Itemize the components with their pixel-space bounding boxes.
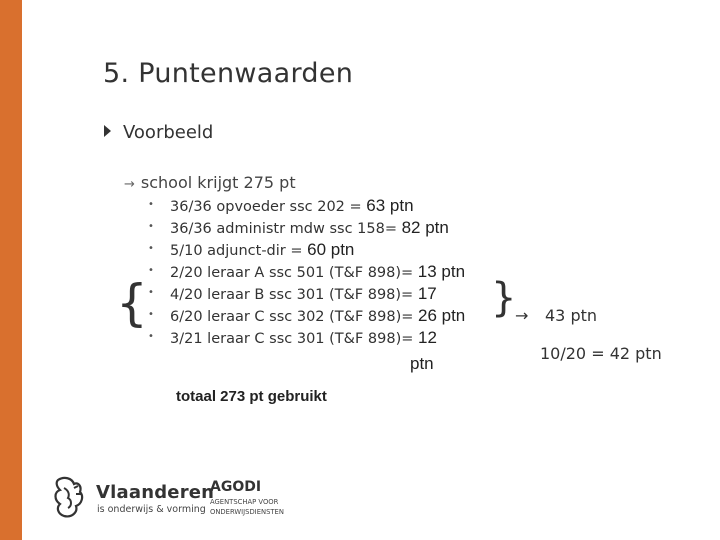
- agodi-logo-subtext: AGENTSCHAP VOOR ONDERWIJSDIENSTEN: [210, 498, 284, 516]
- vlaanderen-lion-logo-icon: [50, 474, 90, 520]
- vlaanderen-logo-text: Vlaanderen: [96, 482, 215, 503]
- item-text: 2/20 leraar A ssc 501 (T&F 898)=: [170, 265, 418, 281]
- dot-bullet-icon: •: [148, 199, 154, 210]
- item-value: 82 ptn: [401, 218, 449, 237]
- item-value: 63 ptn: [366, 196, 414, 215]
- item-value: 13 ptn: [417, 262, 466, 281]
- bullet-level1: [104, 122, 213, 143]
- item-value: 60 ptn: [307, 240, 355, 259]
- item-text: 36/36 administr mdw ssc 158=: [170, 221, 402, 237]
- result-total: 43 ptn: [545, 306, 598, 325]
- totaal-text: totaal 273 pt gebruikt: [176, 388, 327, 405]
- bullet-level2-label: school krijgt 275 pt: [140, 173, 296, 192]
- item-text: 36/36 opvoeder ssc 202 =: [170, 199, 367, 215]
- dot-bullet-icon: •: [148, 243, 154, 254]
- agodi-logo-text: AGODI: [210, 479, 262, 495]
- bullet-level1-label: Voorbeeld: [123, 122, 214, 143]
- item-text: 4/20 leraar B ssc 301 (T&F 898)=: [170, 287, 418, 303]
- arrow-bullet-icon: →: [124, 177, 135, 192]
- vlaanderen-logo-subtext: is onderwijs & vorming: [97, 504, 206, 515]
- item-value: 26 ptn: [418, 306, 466, 325]
- right-brace-icon: }: [491, 275, 517, 321]
- item-text: 6/20 leraar C ssc 302 (T&F 898)=: [170, 309, 418, 325]
- bullet-level2: [124, 173, 296, 192]
- dot-bullet-icon: •: [148, 287, 154, 298]
- dot-bullet-icon: •: [148, 265, 154, 276]
- left-brace-icon: {: [116, 274, 148, 332]
- result-calc: 10/20 = 42 ptn: [540, 344, 662, 363]
- triangle-bullet-icon: [104, 125, 111, 137]
- slide-title: 5. Puntenwaarden: [103, 58, 354, 89]
- item-text: 3/21 leraar C ssc 301 (T&F 898)=: [170, 331, 418, 347]
- accent-bar: [0, 0, 22, 540]
- dot-bullet-icon: •: [148, 331, 154, 342]
- item-text: 5/10 adjunct-dir =: [170, 243, 308, 259]
- dot-bullet-icon: •: [148, 309, 154, 320]
- item-value: 17: [417, 284, 437, 303]
- item-value: 12: [418, 328, 437, 347]
- result-arrow-icon: →: [515, 306, 529, 325]
- overflow-unit: ptn: [410, 354, 434, 373]
- dot-bullet-icon: •: [148, 221, 154, 232]
